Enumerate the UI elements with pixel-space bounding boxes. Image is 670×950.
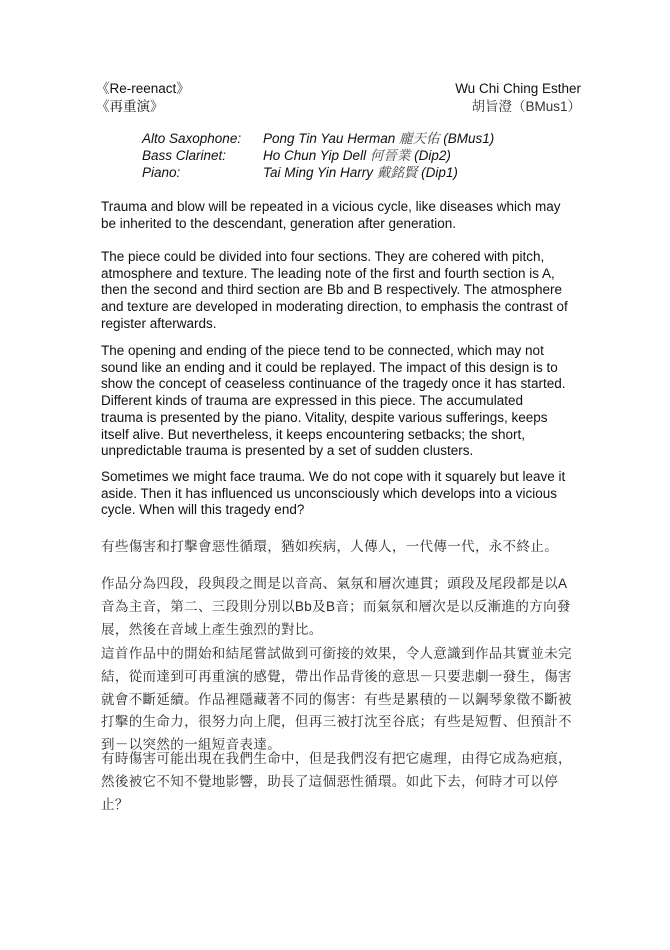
instrument-role: Bass Clarinet: [142, 147, 227, 163]
ensemble-row [142, 148, 494, 165]
text-line: 就會不斷延續。作品裡隱藏著不同的傷害：有些是累積的－以鋼琴象徵不斷被 [101, 691, 572, 707]
text-line: sound like an ending and it could be replayed. The impact of this design is to [101, 359, 558, 375]
text-line: Different kinds of trauma are expressed in this piece. The accumulated [101, 393, 523, 409]
composer-name-chinese: 胡旨澄（BMus1） [471, 99, 581, 114]
ensemble-row [142, 131, 494, 148]
text-line: unpredictable trauma is presented by a set of sudden clusters. [101, 443, 474, 459]
text-line: 作品分為四段，段與段之間是以音高、氣氛和層次連貫；頭段及尾段都是以A [101, 576, 568, 591]
performer-name: Pong Tin Yau Herman [263, 131, 396, 146]
performer-name: Ho Chun Yip Dell [263, 147, 367, 163]
performer-qualification: (Dip1) [421, 164, 458, 180]
title-block [96, 80, 190, 116]
text-line: 有些傷害和打擊會惡性循環，猶如疾病，人傳人，一代傳一代，永不終止。 [101, 539, 559, 554]
ensemble-row [142, 165, 494, 182]
paragraph-en-2 [101, 249, 585, 333]
instrument-role: Alto Saxophone: [142, 131, 242, 146]
text-line: show the concept of ceaseless continuance of the tragedy once it has started. [101, 376, 566, 392]
instrument-role: Piano: [142, 164, 181, 180]
text-line: The opening and ending of the piece tend to be connected, which may not [101, 343, 544, 358]
text-line: 這首作品中的開始和結尾嘗試做到可銜接的效果，令人意識到作品其實並未完 [101, 646, 572, 661]
paragraph-zh-1 [101, 536, 585, 559]
text-line: Trauma and blow will be repeated in a vicious cycle, like diseases which may [101, 199, 561, 214]
text-line: The piece could be divided into four sections. They are cohered with pitch, [101, 249, 545, 264]
text-line: 然後被它不知不覺地影響，助長了這個惡性循環。如此下去，何時才可以停止？ [101, 773, 559, 812]
performer-qualification: (BMus1) [443, 131, 495, 146]
paragraph-en-4 [101, 469, 585, 519]
text-line: then the second and third section are Bb and B respectively. The atmosphere [101, 282, 563, 298]
text-line: register afterwards. [101, 315, 217, 331]
paragraph-zh-2 [101, 573, 585, 641]
paragraph-zh-3 [101, 643, 585, 757]
performer-qualification: (Dip2) [414, 147, 451, 163]
paragraph-en-3 [101, 343, 585, 460]
text-line: itself alive. But nevertheless, it keeps encountering setbacks; the short, [101, 426, 525, 442]
performer-name-chinese: 龐天佑 [398, 131, 440, 146]
ensemble-list [142, 131, 494, 181]
text-line: Sometimes we might face trauma. We do not cope with it squarely but leave it [101, 469, 566, 484]
text-line: be inherited to the descendant, generation after generation. [101, 215, 457, 231]
text-line: trauma is presented by the piano. Vitality, despite various sufferings, keeps [101, 409, 548, 425]
title-english: 《Re-reenact》 [96, 81, 190, 96]
text-line: 展，然後在音域上產生強烈的對比。 [101, 621, 323, 637]
text-line: aside. Then it has influenced us unconsciously which develops into a vicious [101, 485, 558, 501]
text-line: cycle. When will this tragedy end? [101, 502, 305, 518]
text-line: 結，從而達到可再重演的感覺，帶出作品背後的意思－只要悲劇一發生，傷害 [101, 668, 572, 684]
text-line: 有時傷害可能出現在我們生命中，但是我們沒有把它處理，由得它成為疤痕， [101, 751, 572, 766]
text-line: 音為主音，第二、三段則分別以Bb及B音；而氣氛和層次是以反漸進的方向發 [101, 598, 571, 614]
performer-name: Tai Ming Yin Harry [263, 164, 374, 180]
paragraph-zh-4 [101, 748, 585, 816]
text-line: atmosphere and texture. The leading note of the first and fourth section is A, [101, 265, 555, 281]
text-line: 到－以突然的一組短音表達。 [101, 737, 282, 753]
performer-name-chinese: 何晉業 [369, 147, 411, 163]
composer-name-english: Wu Chi Ching Esther [455, 81, 581, 96]
text-line: and texture are developed in moderating direction, to emphasis the contrast of [101, 299, 568, 315]
text-line: 打擊的生命力，很努力向上爬，但再三被打沈至谷底；有些是短暫、但預計不 [101, 714, 572, 730]
performer-name-chinese: 戴銘賢 [376, 164, 418, 180]
paragraph-en-1 [101, 199, 585, 232]
composer-block [455, 80, 581, 116]
title-chinese: 《再重演》 [96, 99, 164, 114]
